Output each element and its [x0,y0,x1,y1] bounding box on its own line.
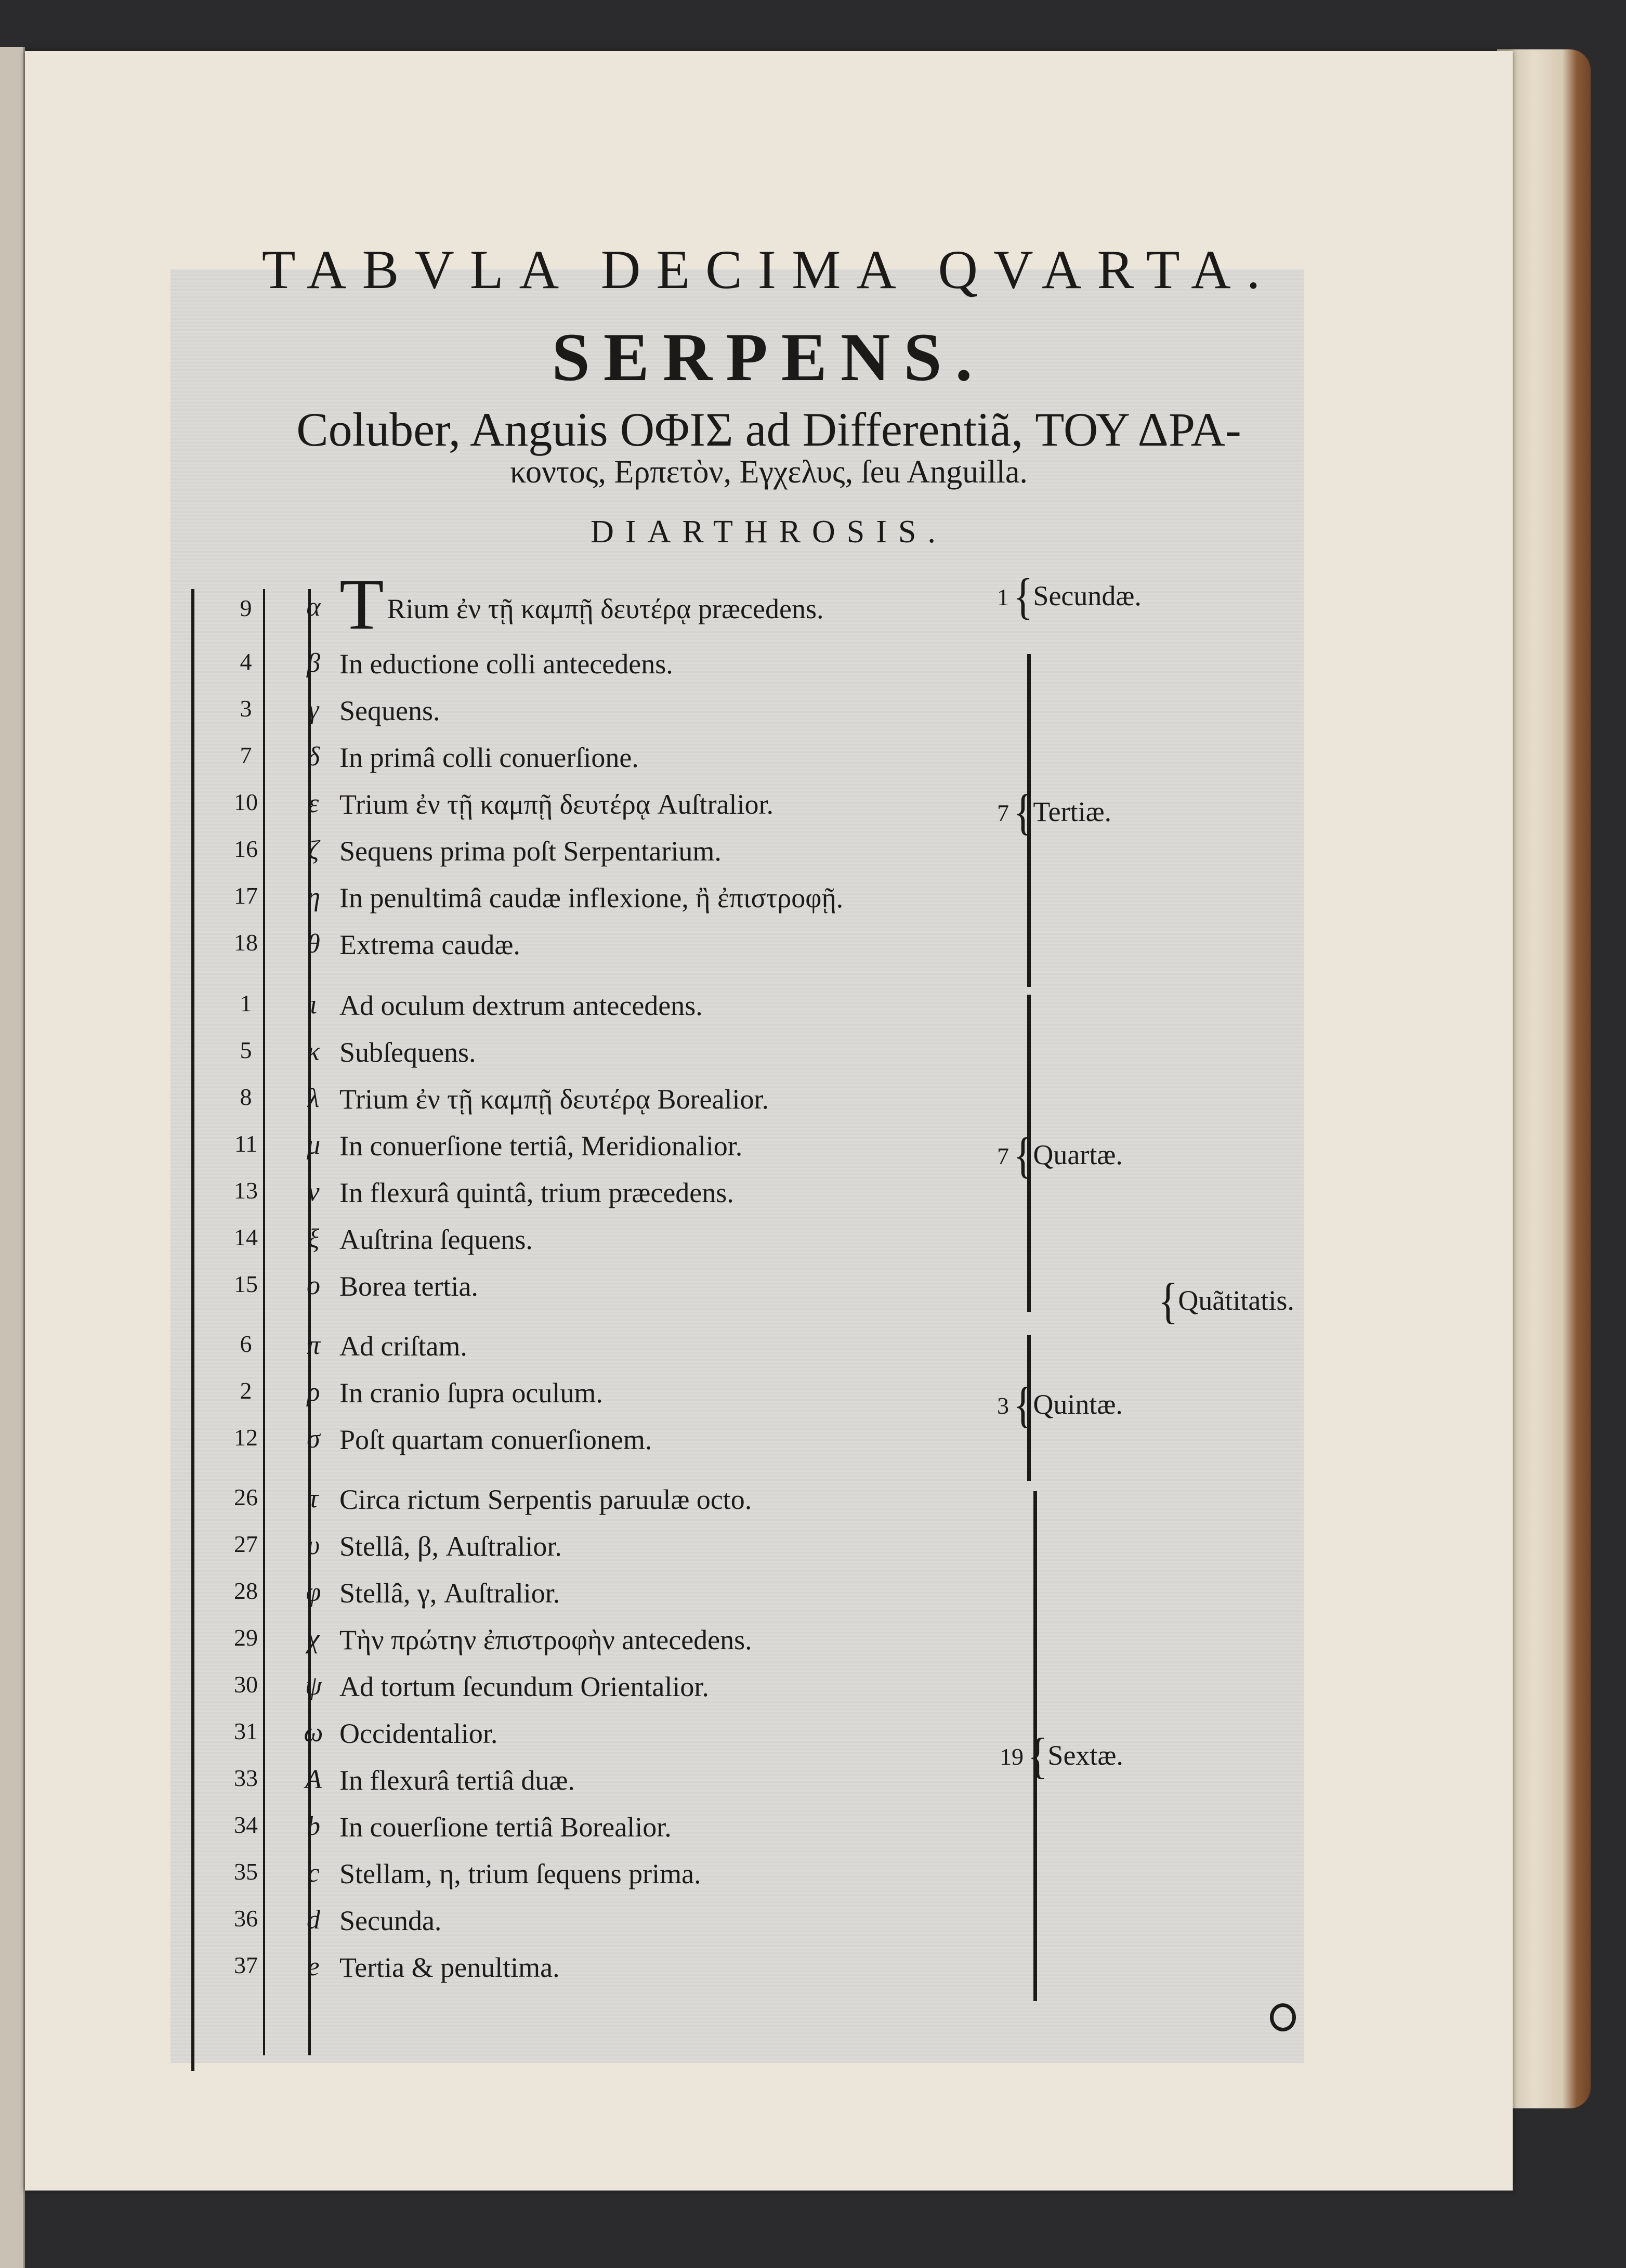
star-number: 9 [240,595,252,621]
star-number: 2 [240,1377,252,1404]
group-quartae: 7 {Quartæ. [997,1132,1123,1180]
star-letter: χ [307,1624,320,1654]
star-number: 4 [240,648,252,675]
star-letter: ι [309,990,318,1020]
section-heading: DIARTHROSIS. [591,514,947,550]
star-number: 30 [234,1671,258,1698]
circle-mark-icon [1270,2003,1296,2031]
brace-icon: { [1013,1128,1033,1183]
star-number: 6 [240,1331,252,1357]
star-letter: φ [306,1578,321,1607]
book-page [25,51,1513,2191]
star-letter: κ [307,1037,320,1066]
star-description: Trium ἐν τῇ καμπῇ δευτέρᾳ Auſtralior. [339,789,774,820]
star-description: In eductione colli antecedens. [339,648,673,680]
star-number: 14 [234,1224,258,1250]
star-description: Secunda. [339,1905,442,1936]
star-letter: ε [308,789,319,818]
star-description: Ad tortum ſecundum Orientalior. [339,1671,709,1702]
star-letter: ν [307,1177,320,1207]
star-number: 26 [234,1484,258,1510]
star-number: 15 [234,1271,258,1297]
star-number: 1 [240,990,252,1016]
star-number: 37 [234,1952,258,1978]
star-description: Sequens. [339,695,440,726]
star-number: 31 [234,1718,258,1744]
star-description: Stellâ, β, Auſtralior. [339,1531,562,1562]
quantitatis-label: {Quãtitatis. [1158,1278,1294,1325]
star-description: Auſtrina ſequens. [339,1224,533,1255]
star-description: Stellam, η, trium ſequens prima. [339,1858,701,1889]
star-number: 11 [234,1130,258,1157]
star-letter: λ [307,1084,320,1113]
brace-icon: { [1013,1378,1033,1433]
page-title: TABVLA DECIMA QVARTA. [261,239,1276,300]
star-description: Tertia & penultima. [339,1952,560,1983]
star-description: In cranio ſupra oculum. [339,1377,603,1409]
drop-cap: T [339,564,384,645]
brace-icon: { [1013,569,1033,624]
star-letter: A [305,1765,322,1794]
star-description: In penultimâ caudæ inflexione, ἢ ἐπιστροφῇ. [339,882,844,914]
star-number: 35 [234,1858,258,1885]
table-rule-left [191,589,194,2071]
star-letter: e [307,1952,320,1982]
star-description: Poſt quartam conuerſionem. [339,1424,652,1455]
star-letter: σ [307,1424,320,1454]
star-number: 18 [234,929,258,956]
star-number: 13 [234,1177,258,1204]
star-number: 17 [234,882,258,909]
star-number: 5 [240,1037,252,1063]
synonyms-line-2: κοντος, Ερπετὸν, Εγχελυς, ſeu Anguilla. [510,454,1028,490]
star-number: 16 [234,836,258,862]
star-number: 36 [234,1905,258,1932]
star-number: 3 [240,695,252,722]
star-number: 7 [240,742,252,768]
star-description: In flexurâ tertiâ duæ. [339,1765,575,1796]
star-number: 10 [234,789,258,815]
star-number: 8 [240,1084,252,1110]
star-letter: α [306,592,321,622]
star-description: Τὴν πρώτην ἐπιστροφὴν antecedens. [339,1624,752,1656]
star-description: In couerſione tertiâ Borealior. [339,1811,672,1843]
group-tertiae: 7 {Tertiæ. [997,789,1111,837]
star-description: In flexurâ quintâ, trium præcedens. [339,1177,734,1208]
star-letter: ρ [307,1377,320,1407]
star-letter: τ [308,1484,319,1514]
book-binding [0,47,25,2268]
star-letter: υ [307,1531,320,1560]
star-letter: π [306,1331,321,1360]
brace-icon: { [1013,785,1033,840]
star-description: Borea tertia. [339,1271,478,1302]
star-number: 34 [234,1811,258,1838]
group-sextae: 19 {Sextæ. [1000,1733,1123,1780]
star-number: 28 [234,1578,258,1604]
star-number: 12 [234,1424,258,1451]
star-letter: ο [307,1271,320,1300]
star-letter: η [307,882,320,912]
constellation-name: SERPENS. [552,319,986,395]
star-letter: ζ [308,836,319,865]
star-letter: ω [304,1718,323,1748]
star-letter: γ [308,695,319,725]
star-description: Circa rictum Serpentis paruulæ octo. [339,1484,752,1515]
synonyms-line-1: Coluber, Anguis ΟΦΙΣ ad Differentiã, ΤΟΥ ΔΡΑ- [296,403,1241,456]
star-number: 33 [234,1765,258,1791]
star-letter: θ [307,929,320,959]
star-letter: c [307,1858,320,1888]
star-number: 29 [234,1624,258,1651]
star-description: In conuerſione tertiâ, Meridionalior. [339,1130,743,1162]
star-description: Sequens prima poſt Serpentarium. [339,836,722,867]
star-description: In primâ colli conuerſione. [339,742,639,773]
star-letter: δ [307,742,320,772]
star-number: 27 [234,1531,258,1557]
star-description: Occidentalior. [339,1718,498,1749]
group-quintae: 3 {Quintæ. [997,1382,1123,1429]
star-description: Stellâ, γ, Auſtralior. [339,1578,560,1609]
star-description: Ad oculum dextrum antecedens. [339,990,703,1021]
brace-icon: { [1158,1274,1178,1329]
star-letter: d [307,1905,320,1935]
star-description: T Rium ἐν τῇ καμπῇ δευτέρᾳ præcedens. [339,564,824,645]
star-description: Ad criſtam. [339,1331,467,1362]
star-description: Extrema caudæ. [339,929,520,960]
star-description: Trium ἐν τῇ καμπῇ δευτέρᾳ Borealior. [339,1084,769,1115]
star-letter: μ [306,1130,321,1160]
star-letter: β [307,648,320,678]
group-secundae: 1 {Secundæ. [997,573,1142,621]
star-letter: b [307,1811,320,1841]
star-letter: ψ [305,1671,322,1701]
brace-icon: { [1028,1729,1048,1784]
star-letter: ξ [307,1224,320,1254]
star-description: Subſequens. [339,1037,476,1068]
